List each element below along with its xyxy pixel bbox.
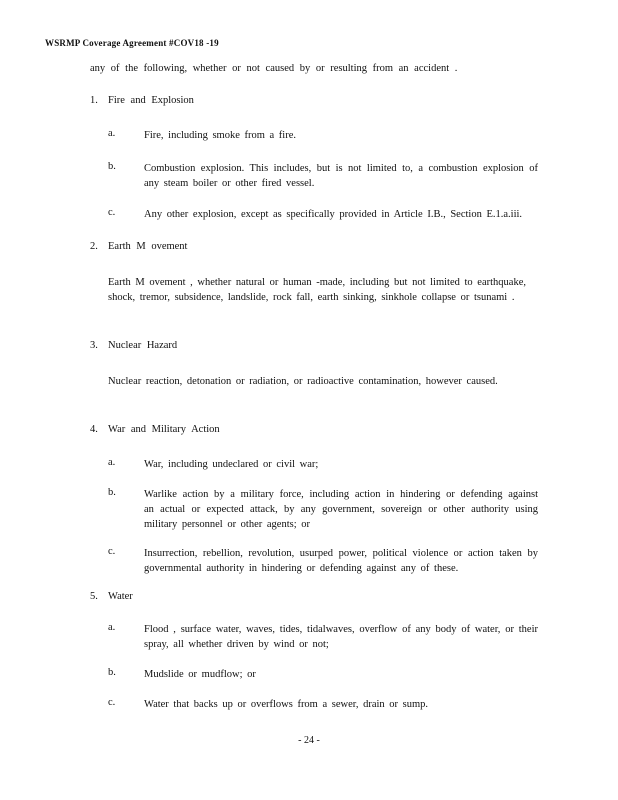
list-item: [108, 128, 538, 143]
intro-line: any of the following, whether or not caused by or resulting from an accident .: [90, 63, 458, 74]
item-letter: b.: [108, 161, 116, 172]
item-text: Water that backs up or overflows from a sewer, drain or sump.: [144, 699, 429, 710]
section-title: Earth M ovement: [108, 241, 188, 252]
list-item: [108, 161, 538, 191]
section-number: 3.: [90, 340, 98, 351]
item-letter: a.: [108, 622, 116, 633]
section-number: 2.: [90, 241, 98, 252]
item-text: War, including undeclared or civil war;: [144, 459, 319, 470]
list-item: [108, 207, 538, 222]
item-letter: b.: [108, 487, 116, 498]
page-number: - 24 -: [298, 735, 320, 746]
section-paragraph: Earth M ovement , whether natural or human -made, including but not limited to earthquake, shock, tremor, subsidence, landslide, rock fall, earth sinking, sinkhole collapse or tsunami .: [108, 277, 526, 303]
section-number: 1.: [90, 95, 98, 106]
item-letter: c.: [108, 697, 116, 708]
list-item: [108, 457, 538, 472]
item-text: Any other explosion, except as specifically provided in Article I.B., Section E.1.a.iii.: [144, 209, 523, 220]
item-text: Mudslide or mudflow; or: [144, 669, 256, 680]
section-title: Fire and Explosion: [108, 95, 194, 106]
item-text: Warlike action by a military force, including action in hindering or defending against an actual or expected attack, by any government, sovereign or other authority using military personnel or other agents; or: [144, 489, 538, 530]
section-title: Water: [108, 591, 133, 602]
item-letter: c.: [108, 207, 116, 218]
section-number: 5.: [90, 591, 98, 602]
item-text: Flood , surface water, waves, tides, tidalwaves, overflow of any body of water, or their spray, all whether driven by wind or not;: [144, 624, 538, 650]
section-title: War and Military Action: [108, 424, 220, 435]
item-letter: c.: [108, 546, 116, 557]
item-letter: a.: [108, 128, 116, 139]
list-item: [108, 487, 538, 532]
list-item: [108, 546, 538, 576]
section-title: Nuclear Hazard: [108, 340, 178, 351]
section-number: 4.: [90, 424, 98, 435]
item-letter: a.: [108, 457, 116, 468]
list-item: [108, 697, 538, 712]
section-paragraph: Nuclear reaction, detonation or radiation, or radioactive contamination, however caused.: [108, 376, 498, 387]
item-text: Combustion explosion. This includes, but is not limited to, a combustion explosion of any steam boiler or other fired vessel.: [144, 163, 538, 189]
item-letter: b.: [108, 667, 116, 678]
list-item: [108, 622, 538, 652]
list-item: [108, 667, 538, 682]
document-header: WSRMP Coverage Agreement #COV18 -19: [45, 38, 219, 48]
item-text: Insurrection, rebellion, revolution, usurped power, political violence or action taken by governmental authority in hindering or defending against any of these.: [144, 548, 538, 574]
item-text: Fire, including smoke from a fire.: [144, 130, 297, 141]
